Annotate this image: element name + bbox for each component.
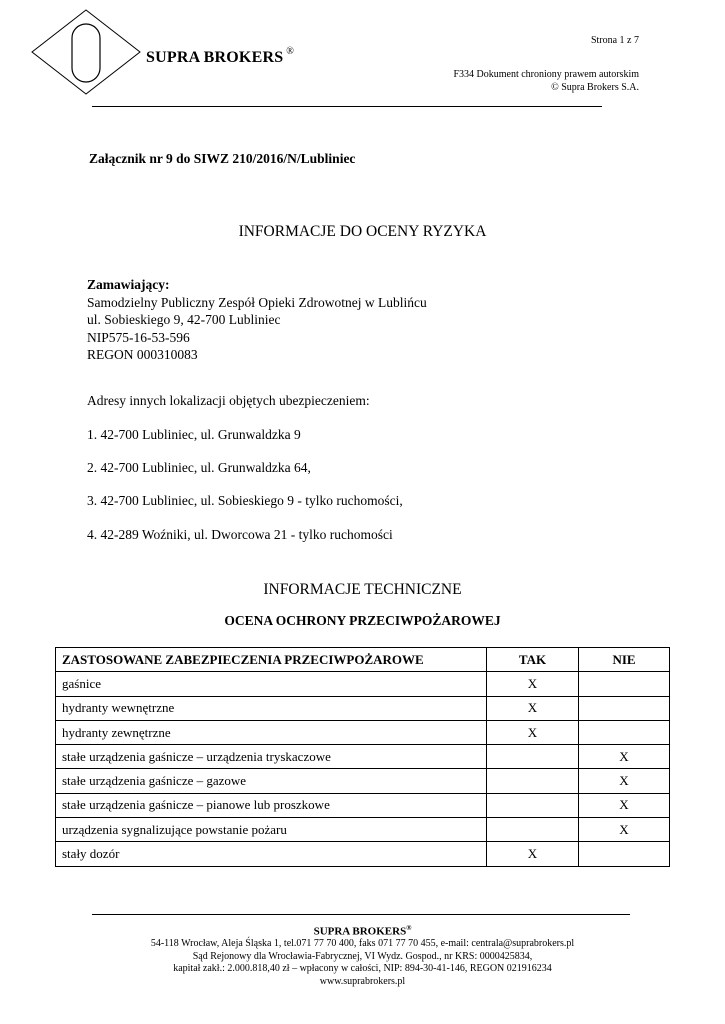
table-cell: hydranty wewnętrzne <box>56 696 487 720</box>
buyer-block <box>87 276 427 364</box>
table-row <box>56 793 670 817</box>
table-cell: stały dozór <box>56 842 487 866</box>
table-cell <box>487 818 579 842</box>
footer-registry: Sąd Rejonowy dla Wrocławia-Fabrycznej, VI Wydz. Gospod., nr KRS: 0000425834, <box>192 950 533 962</box>
buyer-label: Zamawiający: <box>87 277 170 292</box>
table-row <box>56 745 670 769</box>
locations-intro: Adresy innych lokalizacji objętych ubezpieczeniem: <box>87 393 370 408</box>
supra-brokers-logo <box>30 8 142 96</box>
table-cell: X <box>579 745 670 769</box>
footer-divider <box>92 914 630 915</box>
table-cell <box>579 720 670 744</box>
table-row <box>56 842 670 866</box>
table-cell: gaśnice <box>56 672 487 696</box>
table-cell <box>487 769 579 793</box>
table-cell <box>579 672 670 696</box>
table-row <box>56 818 670 842</box>
footer-capital: kapitał zakł.: 2.000.818,40 zł – wpłacony w całości, NIP: 894-30-41-146, REGON 021916234 <box>173 963 552 975</box>
risk-info-title: INFORMACJE DO OCENY RYZYKA <box>238 223 487 240</box>
fire-protection-subtitle: OCENA OCHRONY PRZECIWPOŻAROWEJ <box>224 613 501 628</box>
footer <box>0 922 725 988</box>
table-cell: hydranty zewnętrzne <box>56 720 487 744</box>
footer-website[interactable]: www.suprabrokers.pl <box>319 975 406 987</box>
technical-info-title: INFORMACJE TECHNICZNE <box>263 581 462 598</box>
table-cell: X <box>487 720 579 744</box>
copyright-notice: F334 Dokument chroniony prawem autorskim © Supra Brokers S.A. <box>453 69 639 93</box>
table-row <box>56 672 670 696</box>
column-header: NIE <box>579 648 670 672</box>
buyer-name: Samodzielny Publiczny Zespół Opieki Zdrowotnej w Lublińcu <box>87 294 427 310</box>
location-item: 3. 42-700 Lubliniec, ul. Sobieskiego 9 - tylko ruchomości, <box>87 493 403 508</box>
table-cell <box>487 793 579 817</box>
location-item: 2. 42-700 Lubliniec, ul. Grunwaldzka 64, <box>87 460 311 475</box>
table-cell <box>579 696 670 720</box>
table-cell: X <box>487 842 579 866</box>
table-cell: X <box>487 672 579 696</box>
table-cell: X <box>487 696 579 720</box>
column-header: ZASTOSOWANE ZABEZPIECZENIA PRZECIWPOŻAROWE <box>56 648 487 672</box>
table-cell: stałe urządzenia gaśnicze – urządzenia tryskaczowe <box>56 745 487 769</box>
table-cell: X <box>579 818 670 842</box>
buyer-nip: NIP575-16-53-596 <box>87 329 190 345</box>
fire-protection-table <box>55 647 670 867</box>
table-cell <box>579 842 670 866</box>
table-row <box>56 720 670 744</box>
location-item: 1. 42-700 Lubliniec, ul. Grunwaldzka 9 <box>87 427 301 442</box>
footer-address: 54-118 Wrocław, Aleja Śląska 1, tel.071 77 70 400, faks 071 77 70 455, e-mail: centrala@suprabrokers.pl <box>150 938 575 950</box>
table-cell: X <box>579 769 670 793</box>
buyer-regon: REGON 000310083 <box>87 347 198 362</box>
table-cell: X <box>579 793 670 817</box>
table-cell: urządzenia sygnalizujące powstanie pożaru <box>56 818 487 842</box>
buyer-address: ul. Sobieskiego 9, 42-700 Lubliniec <box>87 312 281 327</box>
page-number: Strona 1 z 7 <box>590 35 639 46</box>
table-row <box>56 696 670 720</box>
table-cell: stałe urządzenia gaśnicze – gazowe <box>56 769 487 793</box>
column-header: TAK <box>487 648 579 672</box>
header-brand: SUPRA BROKERS ® <box>146 46 295 66</box>
table-cell: stałe urządzenia gaśnicze – pianowe lub proszkowe <box>56 793 487 817</box>
header-divider <box>92 106 602 107</box>
attachment-reference: Załącznik nr 9 do SIWZ 210/2016/N/Lubliniec <box>89 151 356 166</box>
footer-brand: SUPRA BROKERS® <box>313 924 412 938</box>
location-item: 4. 42-289 Woźniki, ul. Dworcowa 21 - tylko ruchomości <box>87 527 393 542</box>
table-row <box>56 769 670 793</box>
table-cell <box>487 745 579 769</box>
table-header-row <box>56 648 670 672</box>
